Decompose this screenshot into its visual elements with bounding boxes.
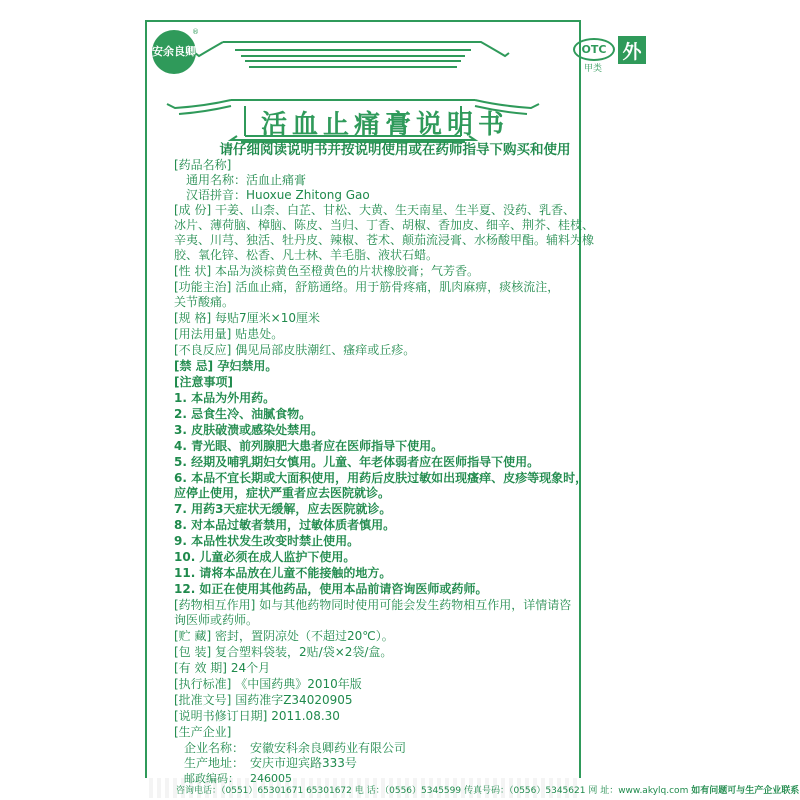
approval-text: 国药准字Z34020905 <box>235 693 353 707</box>
contraindication-heading: [禁 忌] <box>174 359 214 373</box>
properties-row <box>174 264 479 279</box>
usage-heading: [用法用量] <box>174 327 232 341</box>
note-item: 5. 经期及哺乳期妇女慎用。儿童、年老体弱者应在医师指导下使用。 <box>174 455 540 469</box>
revision-text: 2011.08.30 <box>271 709 340 723</box>
standard-row <box>174 677 362 692</box>
approval-row <box>174 693 353 708</box>
ingredients-heading: [成 份] <box>174 203 212 217</box>
note-item: 7. 用药3天症状无缓解，应去医院就诊。 <box>174 502 392 516</box>
ingredients-line-1: 干姜、山柰、白芷、甘松、大黄、生天南星、生半夏、没药、乳香、 <box>215 203 576 217</box>
adverse-heading: [不良反应] <box>174 343 232 357</box>
otc-class-label: 甲类 <box>584 64 603 74</box>
external-use-badge: 外 <box>618 36 646 64</box>
company-label: 企业名称： <box>184 741 245 755</box>
document-title: 活血止痛膏说明书 <box>260 110 509 140</box>
company-row-postcode <box>174 771 292 786</box>
note-item: 1. 本品为外用药。 <box>174 391 276 405</box>
common-name: 通用名称：活血止痛膏 <box>186 173 307 187</box>
note-item: 3. 皮肤破溃或感染处禁用。 <box>174 423 324 437</box>
brand-logo-text: 安余良卿 <box>152 45 196 58</box>
ingredients-line-2: 冰片、薄荷脑、樟脑、陈皮、当归、丁香、胡椒、香加皮、细辛、荆芥、桂枝、 <box>174 218 595 232</box>
indication-line-1: 活血止痛，舒筋通络。用于筋骨疼痛，肌肉麻痹，痰核流注， <box>235 280 560 294</box>
spec-row <box>174 311 320 326</box>
company-row-address <box>174 756 357 771</box>
indication-line-2: 关节酸痛。 <box>174 295 235 309</box>
notes-heading: [注意事项] <box>174 375 233 389</box>
note-item: 12. 如正在使用其他药品，使用本品前请咨询医师或药师。 <box>174 582 488 596</box>
contraindication-row <box>174 359 277 374</box>
company-contact-item: 电 话：（0556）5345599 <box>354 786 464 796</box>
storage-row <box>174 629 394 644</box>
registered-mark: ® <box>192 28 199 36</box>
note-item: 11. 请将本品放在儿童不能接触的地方。 <box>174 566 392 580</box>
company-value: 安庆市迎宾路333号 <box>250 756 357 770</box>
adverse-row <box>174 343 415 358</box>
spec-text: 每贴7厘米×10厘米 <box>215 311 320 325</box>
properties-heading: [性 状] <box>174 264 212 278</box>
usage-row <box>174 327 283 342</box>
ingredients-line-3: 辛夷、川芎、独活、牡丹皮、辣椒、苍术、颠茄流浸膏、水杨酸甲酯。辅料为橡 <box>174 233 595 247</box>
note-item: 2. 忌食生冷、油腻食物。 <box>174 407 312 421</box>
note-item: 4. 青光眼、前列腺肥大患者应在医师指导下使用。 <box>174 439 444 453</box>
company-label: 邮政编码： <box>184 772 239 785</box>
note-item: 9. 本品性状发生改变时禁止使用。 <box>174 534 360 548</box>
package-row <box>174 645 392 660</box>
indication-row <box>174 280 559 295</box>
interaction-line-2: 询医师或药师。 <box>174 613 259 627</box>
company-contact-item[interactable]: 网 址：www.akylq.com <box>588 786 692 796</box>
adverse-text: 偶见局部皮肤潮红、瘙痒或丘疹。 <box>235 343 416 357</box>
company-row-name <box>174 741 406 756</box>
footer-note: 如有问题可与生产企业联系 <box>691 786 800 796</box>
validity-heading: [有 效 期] <box>174 661 227 675</box>
approval-heading: [批准文号] <box>174 693 232 707</box>
storage-heading: [贮 藏] <box>174 629 212 643</box>
storage-text: 密封，置阴凉处（不超过20℃）。 <box>215 629 394 643</box>
ingredients-line-4: 胶、氧化锌、松香、凡士林、羊毛脂、液状石蜡。 <box>174 248 439 262</box>
ingredients-row <box>174 203 575 218</box>
company-value: 安徽安科余良卿药业有限公司 <box>250 741 407 755</box>
validity-row <box>174 661 270 676</box>
spec-heading: [规 格] <box>174 311 212 325</box>
validity-text: 24个月 <box>230 661 271 675</box>
company-heading: [生产企业] <box>174 725 232 739</box>
otc-badge: OTC <box>573 38 615 61</box>
usage-notice: 请仔细阅读说明书并按说明使用或在药师指导下购买和使用 <box>219 142 571 158</box>
properties-text: 本品为淡棕黄色至橙黄色的片状橡胶膏；气芳香。 <box>215 264 480 278</box>
name-heading: [药品名称] <box>174 158 232 172</box>
note-item: 8. 对本品过敏者禁用，过敏体质者慎用。 <box>174 518 396 532</box>
standard-text: 《中国药典》2010年版 <box>235 677 362 691</box>
company-value: 246005 <box>250 772 292 785</box>
brand-logo <box>152 30 196 74</box>
indication-heading: [功能主治] <box>174 280 232 294</box>
package-text: 复合塑料袋装，2贴/袋×2袋/盒。 <box>215 645 393 659</box>
contraindication-text: 孕妇禁用。 <box>217 359 278 373</box>
note-item: 6. 本品不宜长期或大面积使用，用药后皮肤过敏如出现瘙痒、皮疹等现象时， <box>174 471 588 485</box>
interaction-row <box>174 598 571 613</box>
package-heading: [包 装] <box>174 645 212 659</box>
interaction-line-1: 如与其他药物同时使用可能会发生药物相互作用，详情请咨 <box>259 598 572 612</box>
company-contact-item: 传真号码：（0556）5345621 <box>463 786 589 796</box>
company-contact-block <box>176 786 800 796</box>
interaction-heading: [药物相互作用] <box>174 598 256 612</box>
usage-text: 贴患处。 <box>235 327 284 341</box>
revision-row <box>174 709 340 724</box>
company-contact-item: 咨询电话：（0551）65301671 65301672 <box>176 786 355 796</box>
company-label: 生产地址： <box>184 756 245 770</box>
note-item-continued: 应停止使用，症状严重者应去医院就诊。 <box>174 486 391 500</box>
revision-heading: [说明书修订日期] <box>174 709 268 723</box>
note-item: 10. 儿童必须在成人监护下使用。 <box>174 550 356 564</box>
pinyin-name: 汉语拼音：Huoxue Zhitong Gao <box>186 188 370 202</box>
standard-heading: [执行标准] <box>174 677 232 691</box>
